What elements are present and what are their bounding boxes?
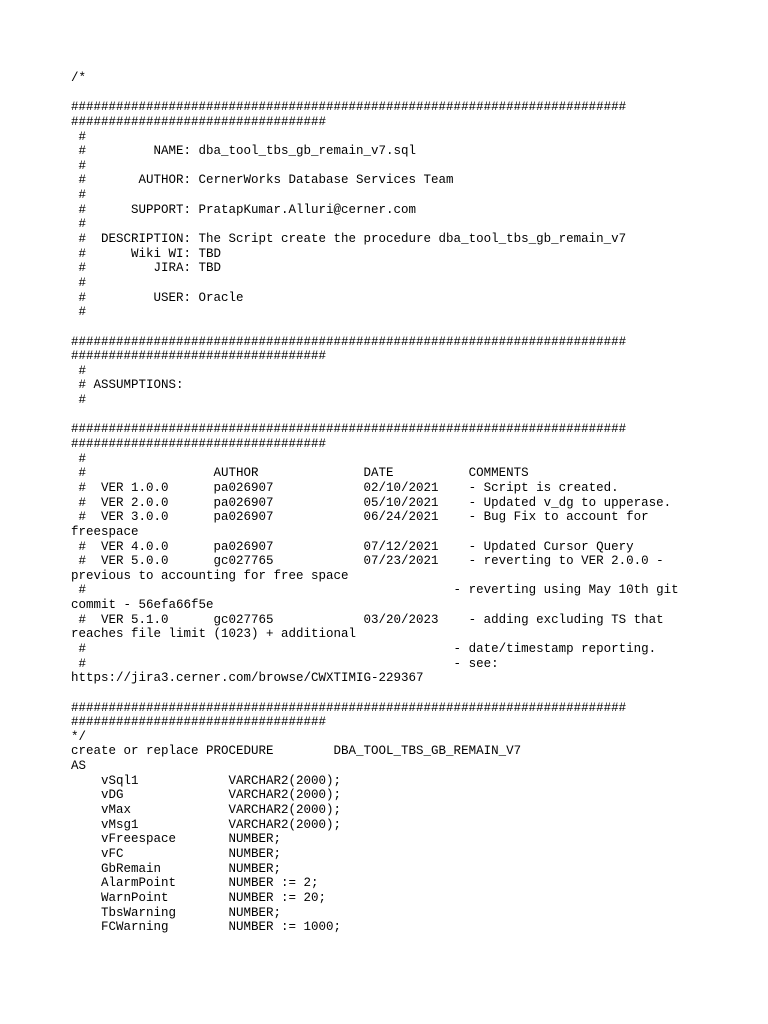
code-line: */ <box>71 729 87 744</box>
code-line: vMsg1 VARCHAR2(2000); <box>71 817 342 832</box>
code-line: # Wiki WI: TBD <box>71 246 222 261</box>
code-line: AS <box>71 759 87 774</box>
code-line: # VER 3.0.0 pa026907 06/24/2021 - Bug Fix to account for <box>71 510 649 525</box>
code-line: WarnPoint NUMBER := 20; <box>71 890 327 905</box>
code-line: commit - 56efa66f5e <box>71 598 214 613</box>
code-line: # - date/timestamp reporting. <box>71 641 657 656</box>
code-line: # VER 2.0.0 pa026907 05/10/2021 - Updated v_dg to upperase. <box>71 495 672 510</box>
code-line: # <box>71 451 87 466</box>
code-line: ################################## <box>71 437 327 452</box>
code-line: ################################## <box>71 715 327 730</box>
code-line: vSql1 VARCHAR2(2000); <box>71 773 342 788</box>
code-line: FCWarning NUMBER := 1000; <box>71 920 342 935</box>
document-page <box>71 71 711 935</box>
code-line: # - reverting using May 10th git <box>71 583 679 598</box>
code-line: # <box>71 305 87 320</box>
code-line: vFC NUMBER; <box>71 846 282 861</box>
code-line: vMax VARCHAR2(2000); <box>71 803 342 818</box>
code-line: reaches file limit (1023) + additional <box>71 627 357 642</box>
code-line: GbRemain NUMBER; <box>71 861 282 876</box>
code-line: TbsWarning NUMBER; <box>71 905 282 920</box>
code-line: # JIRA: TBD <box>71 261 222 276</box>
code-line: /* <box>71 71 87 85</box>
code-line: ########################################################################## <box>71 422 627 437</box>
code-line: ########################################################################## <box>71 700 627 715</box>
code-line: # <box>71 188 87 203</box>
code-line: ################################## <box>71 349 327 364</box>
code-line: ########################################################################## <box>71 100 627 115</box>
code-line: # VER 5.1.0 gc027765 03/20/2023 - adding excluding TS that <box>71 612 664 627</box>
code-line: # SUPPORT: PratapKumar.Alluri@cerner.com <box>71 202 417 217</box>
code-line: # <box>71 158 87 173</box>
code-line: # <box>71 275 87 290</box>
code-line: https://jira3.cerner.com/browse/CWXTIMIG-229367 <box>71 671 424 686</box>
code-line: # VER 5.0.0 gc027765 07/23/2021 - reverting to VER 2.0.0 - <box>71 554 664 569</box>
code-line: # VER 4.0.0 pa026907 07/12/2021 - Updated Cursor Query <box>71 539 634 554</box>
code-line: # <box>71 129 87 144</box>
code-line: # ASSUMPTIONS: <box>71 378 184 393</box>
code-line: # USER: Oracle <box>71 290 244 305</box>
code-line: # AUTHOR DATE COMMENTS <box>71 466 529 481</box>
code-line: # <box>71 217 87 232</box>
sql-script-text <box>71 71 711 935</box>
code-line: # AUTHOR: CernerWorks Database Services Team <box>71 173 454 188</box>
code-line: # VER 1.0.0 pa026907 02/10/2021 - Script is created. <box>71 480 619 495</box>
code-line: vDG VARCHAR2(2000); <box>71 788 342 803</box>
code-line: create or replace PROCEDURE DBA_TOOL_TBS_GB_REMAIN_V7 <box>71 744 522 759</box>
code-line: # <box>71 363 87 378</box>
code-line: # DESCRIPTION: The Script create the procedure dba_tool_tbs_gb_remain_v7 <box>71 232 627 247</box>
code-line: ################################## <box>71 114 327 129</box>
code-line: freespace <box>71 524 139 539</box>
code-line: AlarmPoint NUMBER := 2; <box>71 876 319 891</box>
code-line <box>71 686 711 701</box>
code-line: # <box>71 393 87 408</box>
code-line: # NAME: dba_tool_tbs_gb_remain_v7.sql <box>71 144 417 159</box>
code-line: vFreespace NUMBER; <box>71 832 282 847</box>
code-line <box>71 86 711 101</box>
code-line: # - see: <box>71 656 499 671</box>
code-line: previous to accounting for free space <box>71 568 349 583</box>
code-line <box>71 320 711 335</box>
code-line: ########################################################################## <box>71 334 627 349</box>
code-line <box>71 408 711 423</box>
